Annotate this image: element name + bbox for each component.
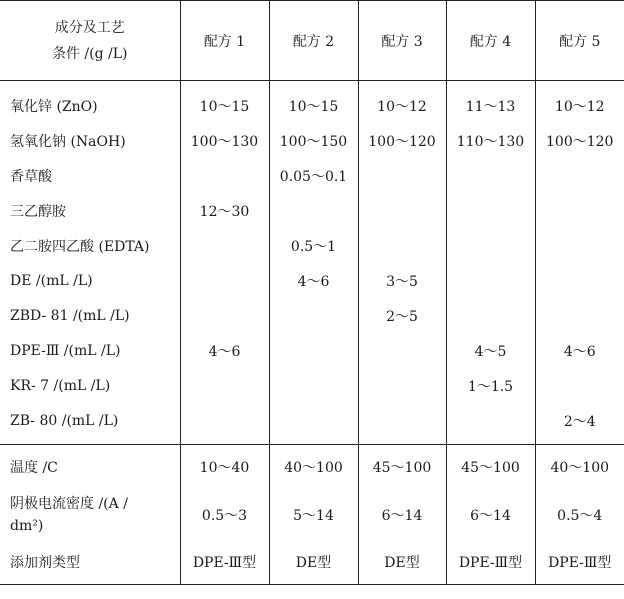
- table-row: [0, 229, 624, 264]
- cell-value: 0.5～1: [269, 229, 358, 264]
- cell-value: 0.5～3: [180, 490, 269, 540]
- table-row: [0, 124, 624, 159]
- cell-value: [180, 369, 269, 404]
- cell-value: [180, 264, 269, 299]
- row-label: 氢氧化钠 (NaOH): [10, 134, 126, 150]
- cell-value: 1～1.5: [446, 369, 535, 404]
- cell-value: [446, 159, 535, 194]
- row-label: DPE-Ⅲ /(mL /L): [10, 343, 121, 359]
- cell-value: 100～120: [535, 124, 624, 159]
- header-line-2: 条件 /(g /L): [51, 45, 128, 62]
- header-formula-2: 配方 2: [269, 1, 358, 81]
- cell-value: 4～6: [269, 264, 358, 299]
- cell-value: 10～15: [269, 89, 358, 124]
- cell-value: DE型: [269, 540, 358, 585]
- row-label: DE /(mL /L): [10, 273, 93, 289]
- cell-value: [358, 369, 446, 404]
- cell-value: [535, 194, 624, 229]
- cell-value: 45～100: [358, 445, 446, 490]
- cell-value: 100～130: [180, 124, 269, 159]
- table-row: [0, 159, 624, 194]
- cell-value: [446, 404, 535, 439]
- header-row: [0, 1, 624, 81]
- row-label: KR- 7 /(mL /L): [10, 378, 111, 394]
- composition-section: [0, 81, 624, 445]
- cell-value: [358, 159, 446, 194]
- cell-value: DPE-Ⅲ型: [180, 540, 269, 585]
- row-label: [0, 490, 180, 540]
- table-row-additive-type: [0, 540, 624, 585]
- cell-value: 5～14: [269, 490, 358, 540]
- cell-value: 4～5: [446, 334, 535, 369]
- cell-value: [535, 229, 624, 264]
- cell-value: [446, 194, 535, 229]
- cell-value: [180, 229, 269, 264]
- cell-value: 45～100: [446, 445, 535, 490]
- cell-value: [180, 159, 269, 194]
- cell-value: [535, 299, 624, 334]
- table-row: [0, 194, 624, 229]
- cell-value: [269, 404, 358, 439]
- cell-value: 11～13: [446, 89, 535, 124]
- cell-value: 10～15: [180, 89, 269, 124]
- process-conditions-section: [0, 445, 624, 585]
- cell-value: [535, 264, 624, 299]
- header-composition-conditions: [0, 1, 180, 81]
- row-label: 温度 /C: [0, 445, 180, 490]
- cell-value: [269, 334, 358, 369]
- cell-value: 12～30: [180, 194, 269, 229]
- table-row-current-density: [0, 490, 624, 540]
- header-formula-1: 配方 1: [180, 1, 269, 81]
- cell-value: [269, 194, 358, 229]
- cell-value: 100～120: [358, 124, 446, 159]
- cell-value: [446, 264, 535, 299]
- table-row: [0, 89, 624, 124]
- cell-value: 40～100: [269, 445, 358, 490]
- cell-value: 3～5: [358, 264, 446, 299]
- table-row-temperature: [0, 445, 624, 490]
- row-label-line-1: 阴极电流密度 /(A /: [10, 495, 128, 512]
- row-label: ZBD- 81 /(mL /L): [10, 308, 130, 324]
- row-label: 香草酸: [10, 169, 52, 185]
- cell-value: DPE-Ⅲ型: [446, 540, 535, 585]
- cell-value: 2～5: [358, 299, 446, 334]
- cell-value: 6～14: [446, 490, 535, 540]
- cell-value: DE型: [358, 540, 446, 585]
- cell-value: DPE-Ⅲ型: [535, 540, 624, 585]
- cell-value: [358, 229, 446, 264]
- cell-value: [446, 299, 535, 334]
- row-label-line-2: dm²): [10, 517, 44, 534]
- row-label: 氧化锌 (ZnO): [10, 99, 98, 115]
- row-label: ZB- 80 /(mL /L): [10, 413, 119, 429]
- header-formula-4: 配方 4: [446, 1, 535, 81]
- cell-value: 10～12: [358, 89, 446, 124]
- table-row: [0, 404, 624, 439]
- table-row: [0, 264, 624, 299]
- cell-value: 40～100: [535, 445, 624, 490]
- header-line-1: 成分及工艺: [54, 19, 125, 36]
- row-label: 三乙醇胺: [10, 204, 66, 220]
- cell-value: [269, 299, 358, 334]
- cell-value: [358, 334, 446, 369]
- cell-value: 4～6: [535, 334, 624, 369]
- table-row: [0, 334, 624, 369]
- cell-value: 0.5～4: [535, 490, 624, 540]
- cell-value: 110～130: [446, 124, 535, 159]
- table-row: [0, 369, 624, 404]
- row-label: 添加剂类型: [10, 554, 80, 571]
- cell-value: [269, 369, 358, 404]
- cell-value: [180, 299, 269, 334]
- cell-value: [535, 369, 624, 404]
- cell-value: 2～4: [535, 404, 624, 439]
- cell-value: [358, 194, 446, 229]
- spacer-row: [0, 81, 624, 89]
- cell-value: [180, 404, 269, 439]
- header-formula-5: 配方 5: [535, 1, 624, 81]
- cell-value: [358, 404, 446, 439]
- cell-value: 100～150: [269, 124, 358, 159]
- cell-value: 6～14: [358, 490, 446, 540]
- cell-value: 10～12: [535, 89, 624, 124]
- header-formula-3: 配方 3: [358, 1, 446, 81]
- cell-value: 0.05～0.1: [269, 159, 358, 194]
- cell-value: 10～40: [180, 445, 269, 490]
- table-row: [0, 299, 624, 334]
- row-label: 乙二胺四乙酸 (EDTA): [10, 239, 150, 255]
- cell-value: 4～6: [180, 334, 269, 369]
- cell-value: [446, 229, 535, 264]
- cell-value: [535, 159, 624, 194]
